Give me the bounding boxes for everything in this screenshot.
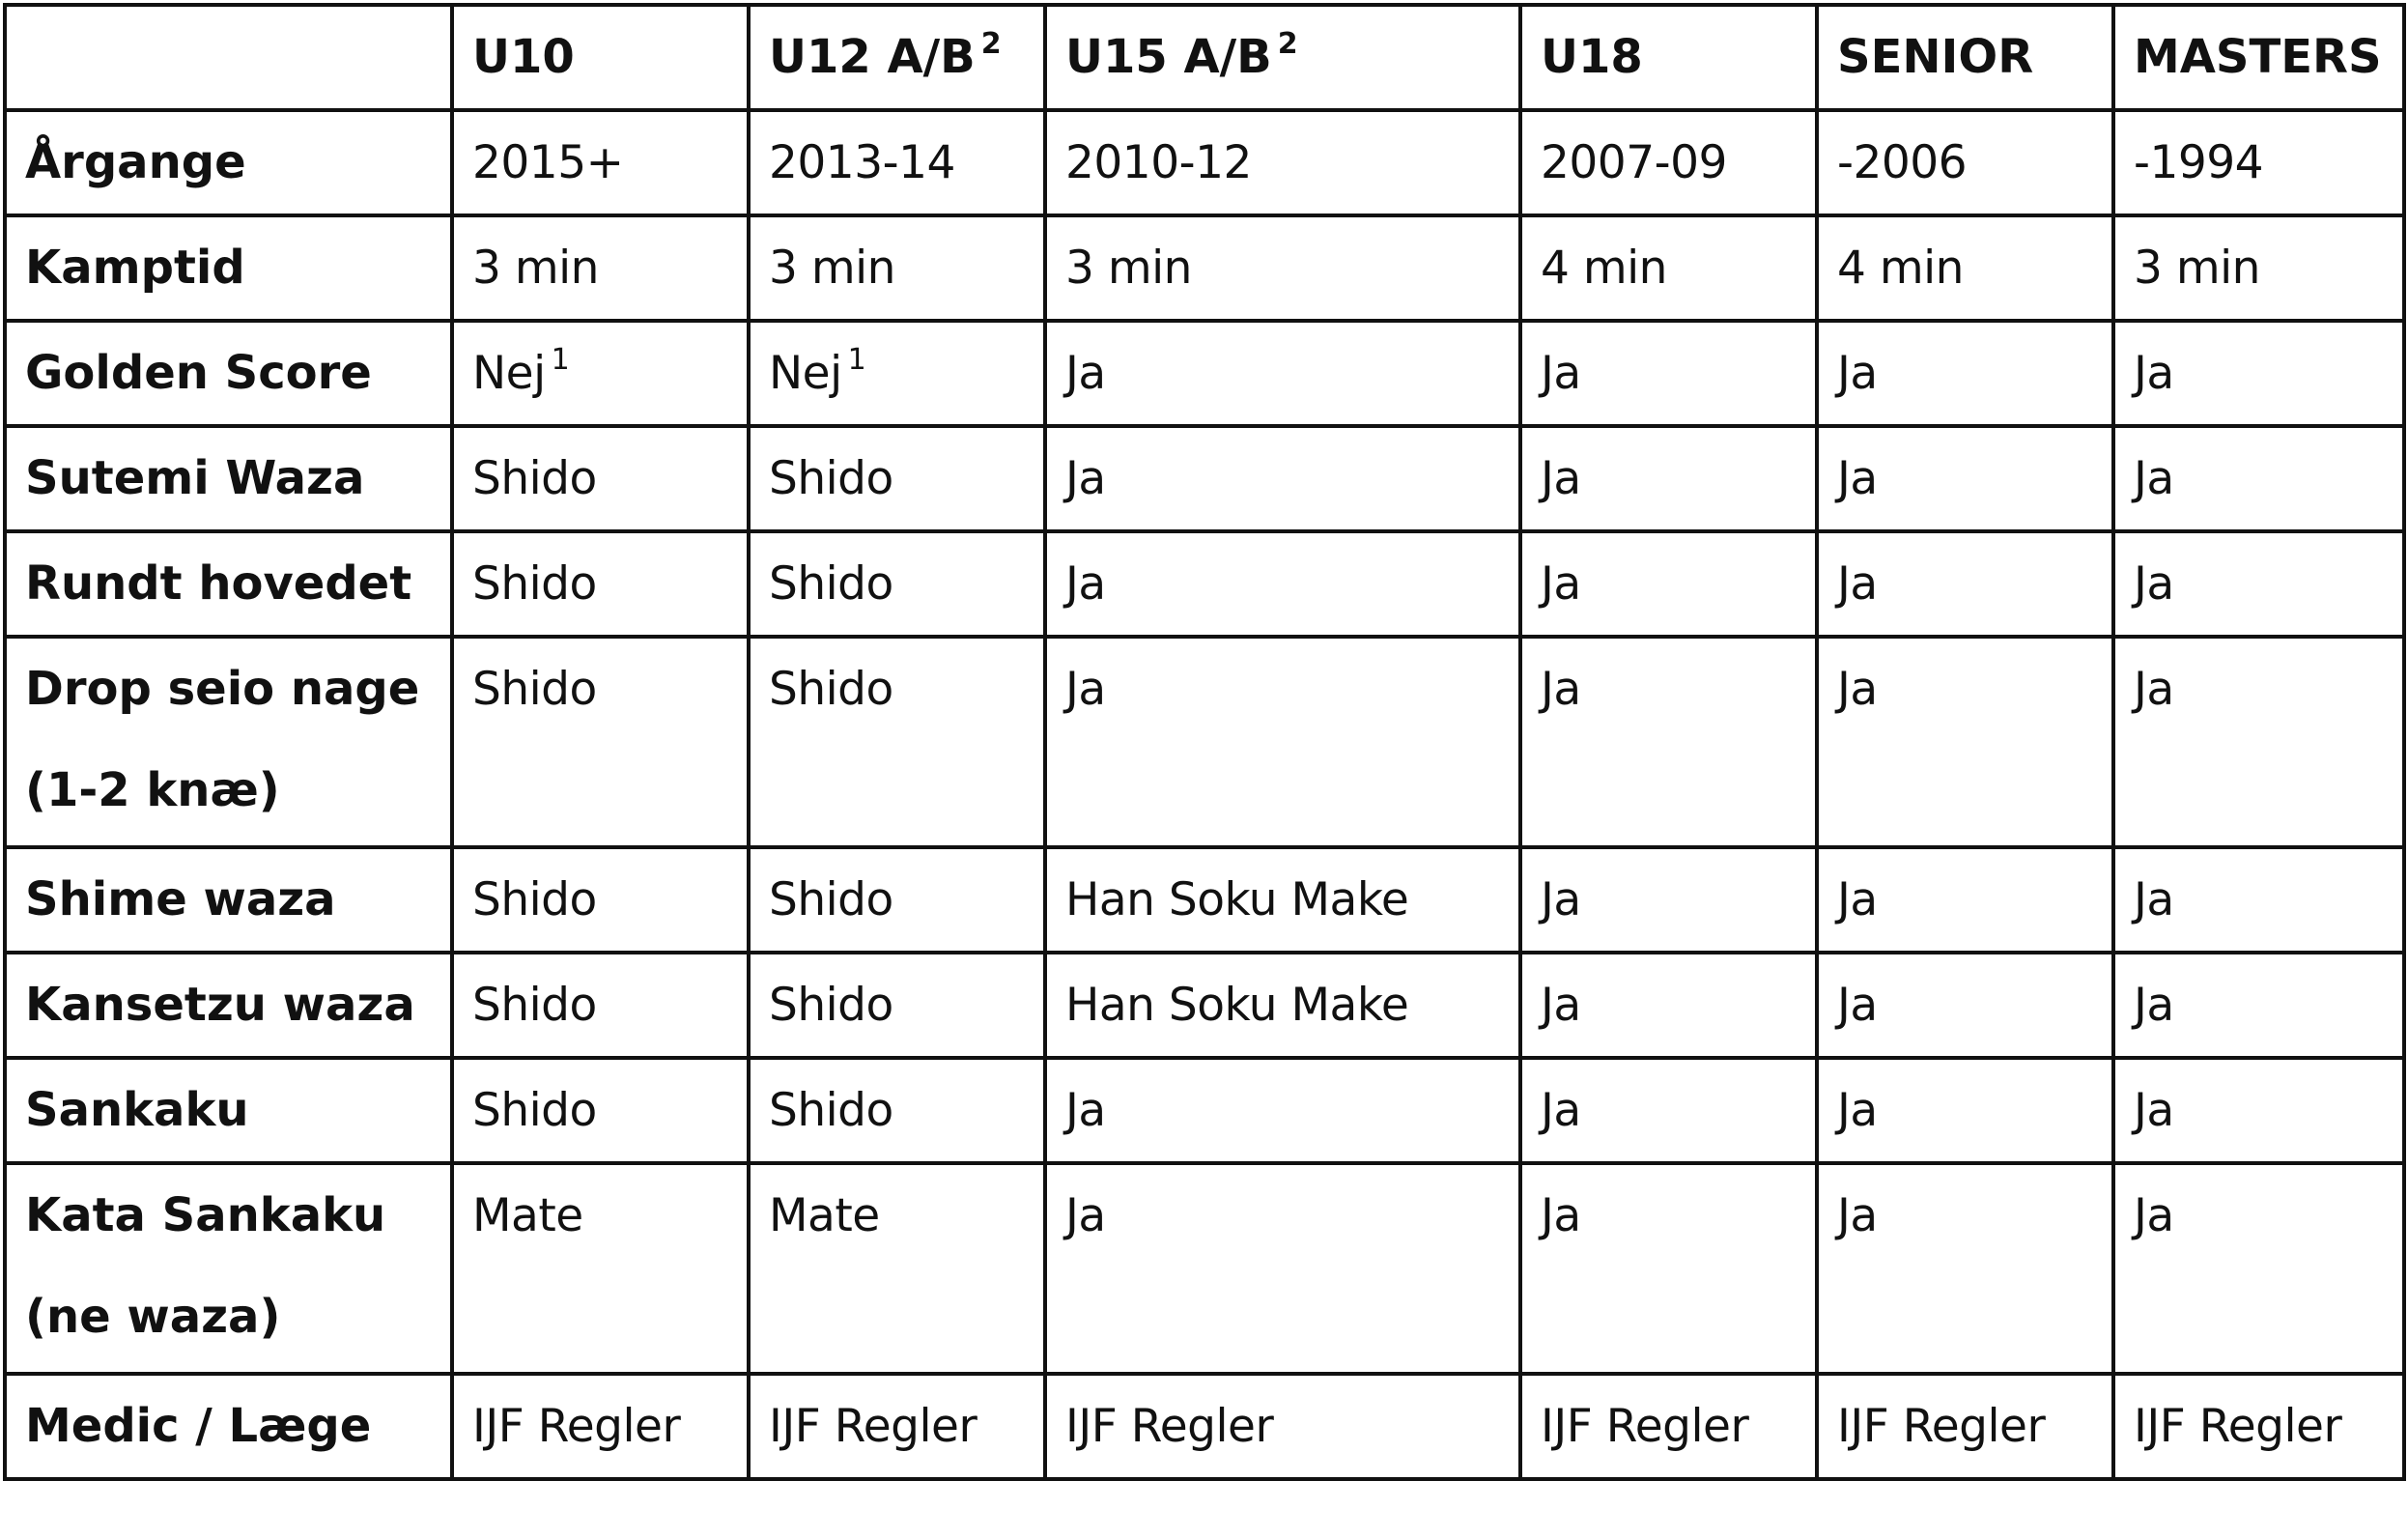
table-cell [1520,1374,1817,1479]
table-row [5,1058,2404,1163]
table-cell [452,321,749,426]
table-cell [749,321,1045,426]
table-cell [1045,847,1520,953]
table-cell [452,426,749,531]
cell-value: Ja [1065,1084,1106,1137]
cell-value: Ja [1541,979,1581,1032]
table-cell [1045,426,1520,531]
table-cell [1520,847,1817,953]
cell-value: Shido [472,873,597,926]
cell-value: Ja [1837,347,1878,400]
cell-value: 3 min [2134,242,2260,295]
column-header-label: U10 [472,30,575,84]
cell-value: IJF Regler [769,1400,977,1453]
cell-value: Shido [769,873,893,926]
cell-value: Ja [1837,873,1878,926]
cell-value: Nej [472,347,546,400]
table-cell [2113,321,2404,426]
table-cell [1520,637,1817,847]
cell-value: 2007-09 [1541,136,1727,189]
cell-value: Ja [2134,1189,2174,1242]
table-cell [1045,1058,1520,1163]
cell-value: Shido [472,452,597,505]
row-label-cell [5,531,452,637]
row-label-cell [5,1058,452,1163]
table-cell [1520,215,1817,321]
cell-value: Shido [769,979,893,1032]
cell-value: Ja [1837,663,1878,716]
cell-value: Ja [2134,873,2174,926]
table-cell [2113,953,2404,1058]
cell-value: Mate [769,1189,880,1242]
row-label-line: Kamptid [25,241,245,295]
cell-value: Shido [472,1084,597,1137]
footnote-marker: 2 [980,27,1002,61]
row-label-cell [5,953,452,1058]
cell-value: Ja [1837,979,1878,1032]
column-header-masters [2113,5,2404,110]
row-label-line: Rundt hovedet [25,556,412,611]
table-cell [452,531,749,637]
table-cell [749,426,1045,531]
table-cell [452,1163,749,1374]
table-cell [1817,531,2113,637]
cell-value: Shido [472,979,597,1032]
column-header-u18 [1520,5,1817,110]
table-cell [2113,215,2404,321]
table-cell [1520,1058,1817,1163]
cell-value: Han Soku Make [1065,873,1409,926]
table-cell [1520,426,1817,531]
row-label-cell [5,847,452,953]
table-cell [452,847,749,953]
table-cell [1817,637,2113,847]
table-cell [1817,847,2113,953]
table-cell [1520,110,1817,215]
table-cell [1045,215,1520,321]
column-header-label: U15 A/B [1065,30,1272,84]
table-cell [452,1374,749,1479]
table-cell [749,110,1045,215]
column-header-senior [1817,5,2113,110]
cell-value: Ja [2134,979,2174,1032]
footnote-marker: 1 [551,343,570,377]
cell-value: IJF Regler [2134,1400,2342,1453]
cell-value: Shido [472,557,597,611]
cell-value: Shido [769,557,893,611]
cell-value: 3 min [769,242,895,295]
table-cell [1520,953,1817,1058]
header-corner-cell [5,5,452,110]
table-row [5,847,2404,953]
cell-value: 2015+ [472,136,624,189]
table-cell [1045,321,1520,426]
cell-value: Shido [769,663,893,716]
table-cell [452,1058,749,1163]
table-cell [1817,215,2113,321]
cell-value: Ja [1837,1084,1878,1137]
row-label-line: Kansetzu waza [25,978,415,1032]
cell-value: Ja [2134,347,2174,400]
cell-value: Ja [1065,663,1106,716]
cell-value: Ja [1837,557,1878,611]
table-cell [2113,531,2404,637]
cell-value: 3 min [472,242,599,295]
cell-value: Shido [769,1084,893,1137]
table-cell [1520,1163,1817,1374]
cell-value: Nej [769,347,842,400]
cell-value: Ja [2134,663,2174,716]
table-row [5,1374,2404,1479]
table-cell [1520,321,1817,426]
header-row [5,5,2404,110]
cell-value: 2013-14 [769,136,955,189]
table-cell [1045,110,1520,215]
row-label-line: Shime waza [25,872,336,926]
table-row [5,1163,2404,1374]
table-cell [2113,637,2404,847]
table-cell [749,847,1045,953]
cell-value: Ja [1837,452,1878,505]
cell-value: Ja [1065,557,1106,611]
table-cell [749,1374,1045,1479]
table-row [5,110,2404,215]
table-cell [1045,1163,1520,1374]
column-header-u12-a-b [749,5,1045,110]
table-cell [1817,321,2113,426]
table-cell [1045,637,1520,847]
cell-value: Ja [1065,452,1106,505]
table-cell [1817,1374,2113,1479]
table-row [5,531,2404,637]
table-cell [2113,1374,2404,1479]
cell-value: IJF Regler [1065,1400,1274,1453]
cell-value: 3 min [1065,242,1192,295]
row-label-cell [5,426,452,531]
cell-value: Mate [472,1189,583,1242]
cell-value: Ja [1065,347,1106,400]
cell-value: Ja [2134,557,2174,611]
cell-value: Ja [1541,347,1581,400]
column-header-u10 [452,5,749,110]
table-row [5,321,2404,426]
table-row [5,953,2404,1058]
cell-value: Han Soku Make [1065,979,1409,1032]
cell-value: Ja [1541,452,1581,505]
table-cell [2113,110,2404,215]
row-label-cell [5,215,452,321]
row-label-line: Medic / Læge [25,1399,372,1453]
cell-value: 4 min [1837,242,1964,295]
column-header-label: MASTERS [2134,30,2382,84]
row-label-line: Sutemi Waza [25,451,365,505]
table-cell [1045,1374,1520,1479]
cell-value: IJF Regler [1541,1400,1749,1453]
cell-value: -2006 [1837,136,1968,189]
table-cell [2113,1058,2404,1163]
cell-value: Ja [1837,1189,1878,1242]
cell-value: Ja [1541,1084,1581,1137]
table-cell [1817,1163,2113,1374]
table-cell [1045,953,1520,1058]
table-cell [452,215,749,321]
column-header-label: U18 [1541,30,1643,84]
row-label-line: (1-2 knæ) [25,763,280,817]
row-label-cell [5,110,452,215]
table-cell [1045,531,1520,637]
row-label-line: Årgange [25,135,246,189]
table-row [5,426,2404,531]
cell-value: Ja [1065,1189,1106,1242]
table-cell [749,531,1045,637]
table-cell [2113,426,2404,531]
cell-value: 4 min [1541,242,1667,295]
cell-value: Ja [2134,1084,2174,1137]
row-label-line: Drop seio nage [25,662,420,716]
cell-value: IJF Regler [1837,1400,2046,1453]
cell-value: IJF Regler [472,1400,681,1453]
table-cell [749,1163,1045,1374]
row-label-cell [5,637,452,847]
cell-value: Ja [1541,557,1581,611]
row-label-line: (ne waza) [25,1290,281,1344]
cell-value: -1994 [2134,136,2264,189]
table-cell [1817,953,2113,1058]
table-row [5,215,2404,321]
row-label-line: Sankaku [25,1083,249,1137]
table-cell [749,953,1045,1058]
table-row [5,637,2404,847]
row-label-line: Golden Score [25,346,372,400]
footnote-marker: 1 [847,343,866,377]
table-cell [1817,110,2113,215]
column-header-label: U12 A/B [769,30,976,84]
table-cell [1817,1058,2113,1163]
table-cell [2113,1163,2404,1374]
cell-value: 2010-12 [1065,136,1252,189]
table-cell [749,215,1045,321]
table-cell [749,1058,1045,1163]
row-label-cell [5,1163,452,1374]
cell-value: Ja [1541,663,1581,716]
table-cell [452,110,749,215]
cell-value: Ja [1541,1189,1581,1242]
table-cell [1817,426,2113,531]
cell-value: Shido [472,663,597,716]
table-cell [1520,531,1817,637]
table-cell [452,953,749,1058]
column-header-label: SENIOR [1837,30,2034,84]
column-header-u15-a-b [1045,5,1520,110]
cell-value: Shido [769,452,893,505]
cell-value: Ja [1541,873,1581,926]
table-cell [452,637,749,847]
table-cell [2113,847,2404,953]
row-label-line: Kata Sankaku [25,1188,386,1242]
age-group-rules-table [3,3,2406,1481]
row-label-cell [5,321,452,426]
cell-value: Ja [2134,452,2174,505]
footnote-marker: 2 [1277,27,1298,61]
table-cell [749,637,1045,847]
row-label-cell [5,1374,452,1479]
